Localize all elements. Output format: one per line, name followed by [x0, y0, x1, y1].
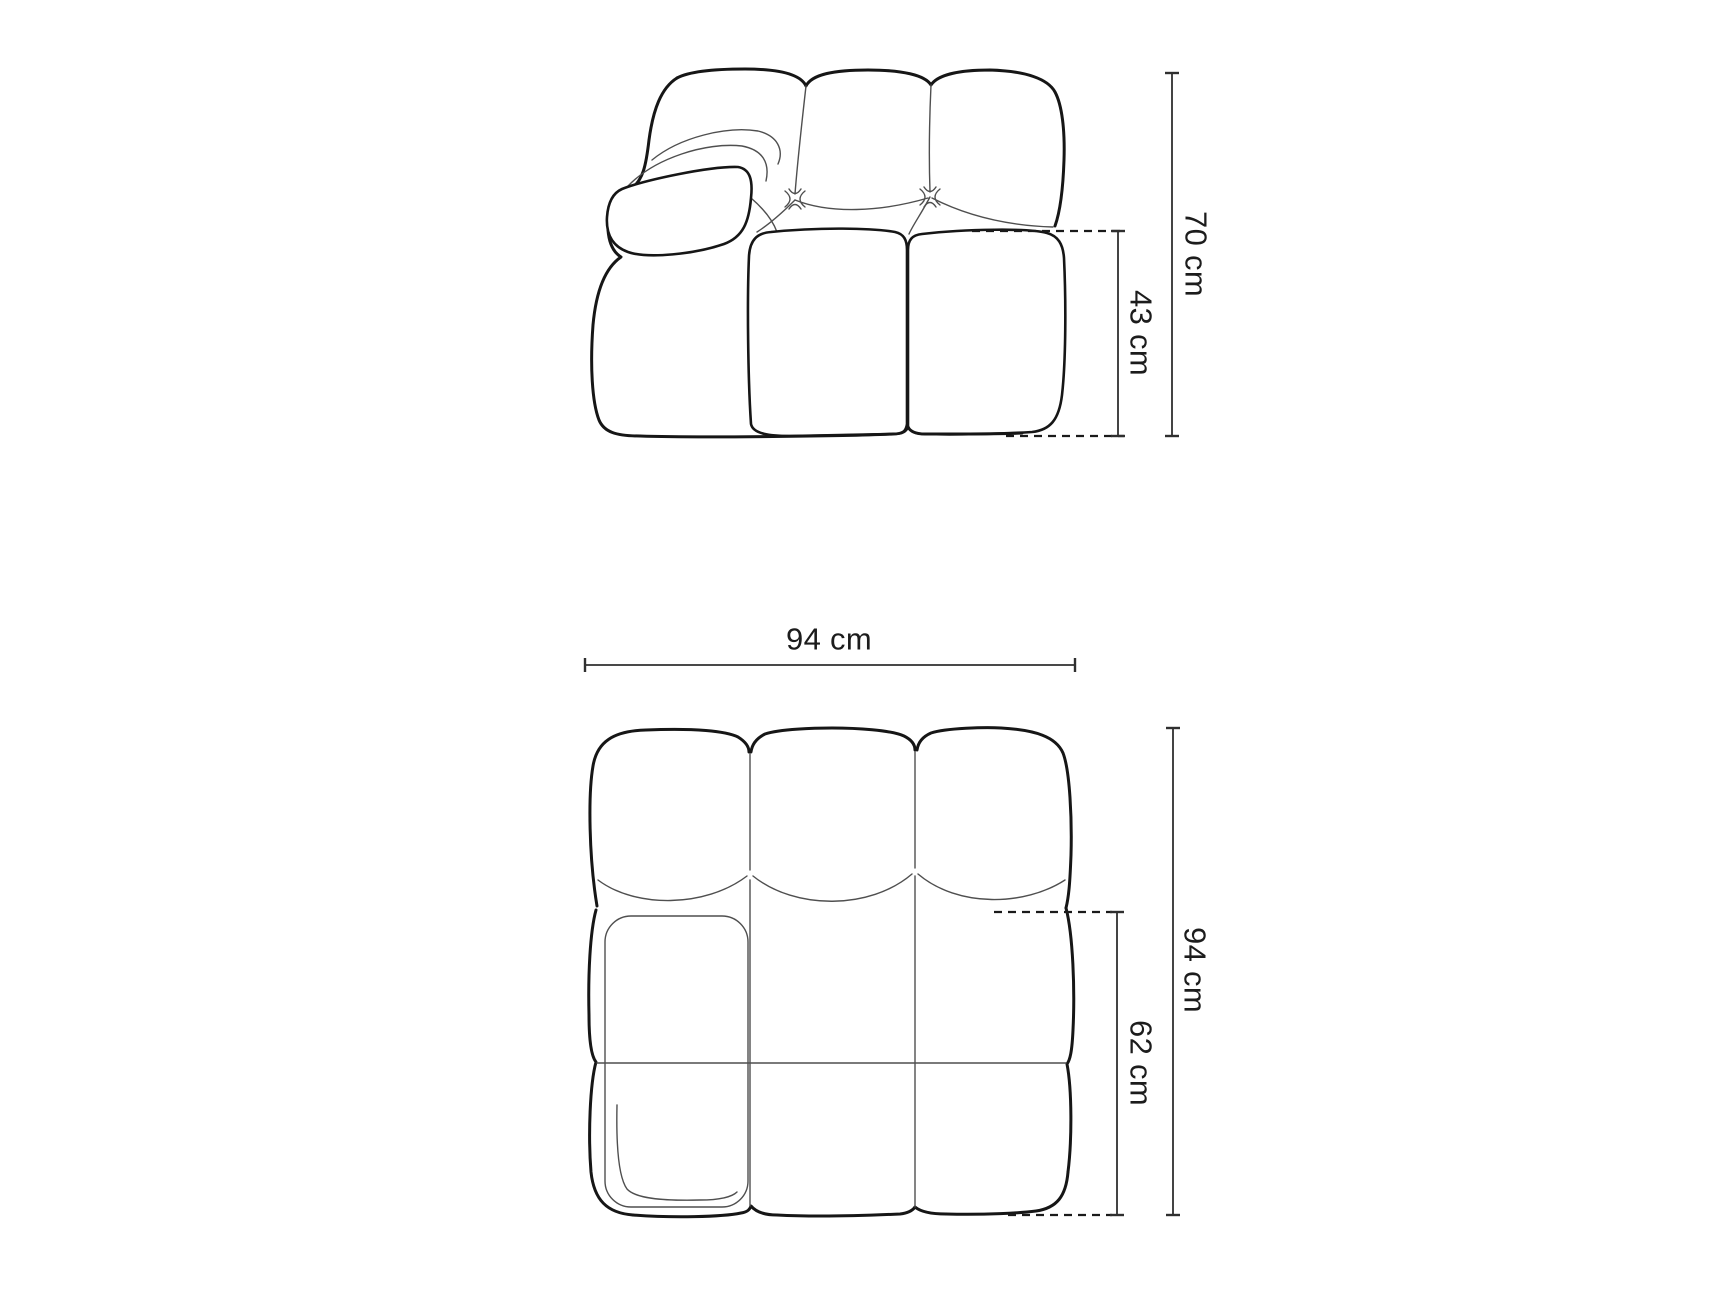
- top-depth-dimension-label: 94 cm: [1177, 927, 1213, 1013]
- top-seat-depth-dimension: [1110, 912, 1124, 1215]
- side-seat-cushion-left: [748, 229, 907, 436]
- top-back-cushion-middle-bottom-seam: [753, 874, 912, 901]
- side-deck-arc-3: [757, 200, 795, 232]
- top-back-cushion-middle: [751, 728, 915, 752]
- top-bottom-edge: [633, 1172, 1068, 1217]
- top-width-dimension-label: 94 cm: [786, 621, 872, 657]
- side-armrest-front-capsule: [607, 167, 752, 255]
- side-seat-cushion-right: [908, 230, 1065, 435]
- side-armrest-rear-capsule: [652, 130, 780, 164]
- side-height-dimension: [1165, 73, 1179, 436]
- side-deck-arc-2: [932, 198, 1053, 227]
- side-height-dimension-label: 70 cm: [1178, 211, 1214, 297]
- side-seat-height-dimension-label: 43 cm: [1123, 290, 1159, 376]
- top-back-cushion-left-bottom-seam: [598, 876, 747, 901]
- side-back-seam-right: [929, 85, 931, 192]
- top-back-cushion-right-bottom-seam: [918, 874, 1065, 900]
- top-width-dimension: [585, 658, 1075, 672]
- top-armrest-inner-front-seam: [617, 1105, 737, 1200]
- side-back-seam-left: [795, 86, 806, 194]
- top-view: [585, 658, 1180, 1217]
- top-seat-depth-dimension-label: 62 cm: [1123, 1020, 1159, 1106]
- top-armrest-inner-outline: [605, 916, 748, 1207]
- top-back-cushion-left: [590, 729, 749, 906]
- side-view: [592, 69, 1179, 437]
- side-left-contour: [592, 78, 677, 436]
- top-right-edge: [1066, 908, 1074, 1172]
- top-back-cushion-right: [917, 728, 1071, 908]
- side-deck-arc-1: [795, 198, 928, 210]
